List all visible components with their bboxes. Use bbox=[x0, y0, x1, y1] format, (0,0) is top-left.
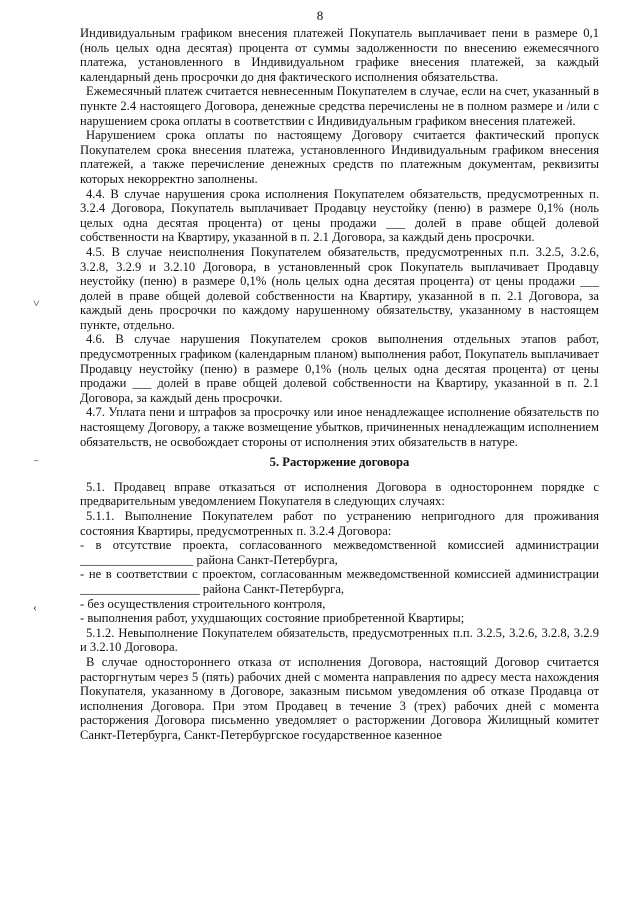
paragraph: Индивидуальным графиком внесения платежей Покупатель выплачивает пени в размере 0,1 (ноль целых одна десятая) процента от суммы задолженности по внесению ежемесячного платежа, установленного в Индивидуальном графике внесения платежей, за каждый календарный день просрочки до дня фактического исполнения обязательства. bbox=[80, 26, 599, 84]
paragraph: Нарушением срока оплаты по настоящему Договору считается фактический пропуск Покупателем срока внесения платежа, установленного Индивидуальным графиком внесения платежей, а также перечисление денежных средств по платежным документам, реквизиты которых некорректно заполнены. bbox=[80, 128, 599, 186]
paragraph: 4.5. В случае неисполнения Покупателем обязательств, предусмотренных п.п. 3.2.5, 3.2.6, 3.2.8, 3.2.9 и 3.2.10 Договора, в установленный срок Покупатель выплачивает Продавцу неустойку (пеню) в размере 0,1% (ноль целых одна десятая процента) от цены продажи ___ долей в праве общей долевой собственности на Квартиру, указанной в п. 2.1 Договора, за каждый день просрочки по каждому нарушенному обязательству, указанному в настоящем пункте, отдельно. bbox=[80, 244, 599, 332]
document-body bbox=[80, 26, 599, 743]
list-item: - без осуществления строительного контроля, bbox=[80, 596, 326, 611]
paragraph: 4.4. В случае нарушения срока исполнения Покупателем обязательств, предусмотренных п. 3.2.4 Договора, Покупатель выплачивает Продавцу неустойку (пеню) в размере 0,1% (ноль целых одна десятая процента) от цены продажи ___ долей в праве общей долевой собственности на Квартиру, указанной в п. 2.1 Договора, за каждый день просрочки. bbox=[80, 186, 599, 245]
list-item: - не в соответствии с проектом, согласованным межведомственной комиссией администрации ___________________ района Санкт-Петербурга, bbox=[80, 567, 599, 596]
section-heading: 5. Расторжение договора bbox=[269, 455, 410, 470]
paragraph: 5.1. Продавец вправе отказаться от исполнения Договора в одностороннем порядке с предварительным уведомлением Покупателя в следующих случаях: bbox=[80, 479, 599, 509]
list-item: - в отсутствие проекта, согласованного межведомственной комиссией администрации __________________ района Санкт-Петербурга, bbox=[80, 538, 599, 567]
page-number: 8 bbox=[316, 8, 324, 23]
paragraph: В случае одностороннего отказа от исполнения Договора, настоящий Договор считается расторгнутым через 5 (пять) рабочих дней с момента направления по адресу места нахождения Покупателя, указанному в Договоре, заказным письмом уведомления об отказе Продавца от исполнения Договора. При этом Продавец в течение 3 (трех) рабочих дней с момента расторжения Договора письменно уведомляет о расторжении Договора Жилищный комитет Санкт-Петербурга, Санкт-Петербургское государственное казенное bbox=[80, 654, 599, 742]
paragraph: 4.6. В случае нарушения Покупателем сроков выполнения отдельных этапов работ, предусмотренных графиком (календарным планом) выполнения работ, Покупатель выплачивает Продавцу неустойку (пеню) в размере 0,1% (ноль целых одна десятая процента) от цены продажи ___ долей в праве общей долевой собственности на Квартиру, указанной в п. 2.1 Договора, за каждый день просрочки. bbox=[80, 332, 599, 405]
margin-mark: ⁻ bbox=[33, 456, 40, 470]
paragraph: 5.1.1. Выполнение Покупателем работ по устранению непригодного для проживания состояния Квартиры, предусмотренных п. 3.2.4 Договора: bbox=[80, 509, 599, 538]
margin-mark: ‹ bbox=[33, 600, 37, 614]
margin-mark: ˅ bbox=[33, 296, 40, 310]
paragraph: 4.7. Уплата пени и штрафов за просрочку или иное ненадлежащее исполнение обязательств по настоящему Договору, а также возмещение убытков, причиненных ненадлежащим исполнением обязательств, не освобождает стороны от исполнения этих обязательств в натуре. bbox=[80, 405, 599, 449]
list-item: - выполнения работ, ухудшающих состояние приобретенной Квартиры; bbox=[80, 611, 465, 626]
paragraph: Ежемесячный платеж считается невнесенным Покупателем в случае, если на счет, указанный в пункте 2.4 настоящего Договора, денежные средства перечислены не в полном размере и /или с нарушением срока оплаты в соответствии с Индивидуальным графиком внесения платежей. bbox=[80, 84, 599, 128]
paragraph: 5.1.2. Невыполнение Покупателем обязательств, предусмотренных п.п. 3.2.5, 3.2.6, 3.2.8, 3.2.9 и 3.2.10 Договора. bbox=[80, 625, 599, 655]
